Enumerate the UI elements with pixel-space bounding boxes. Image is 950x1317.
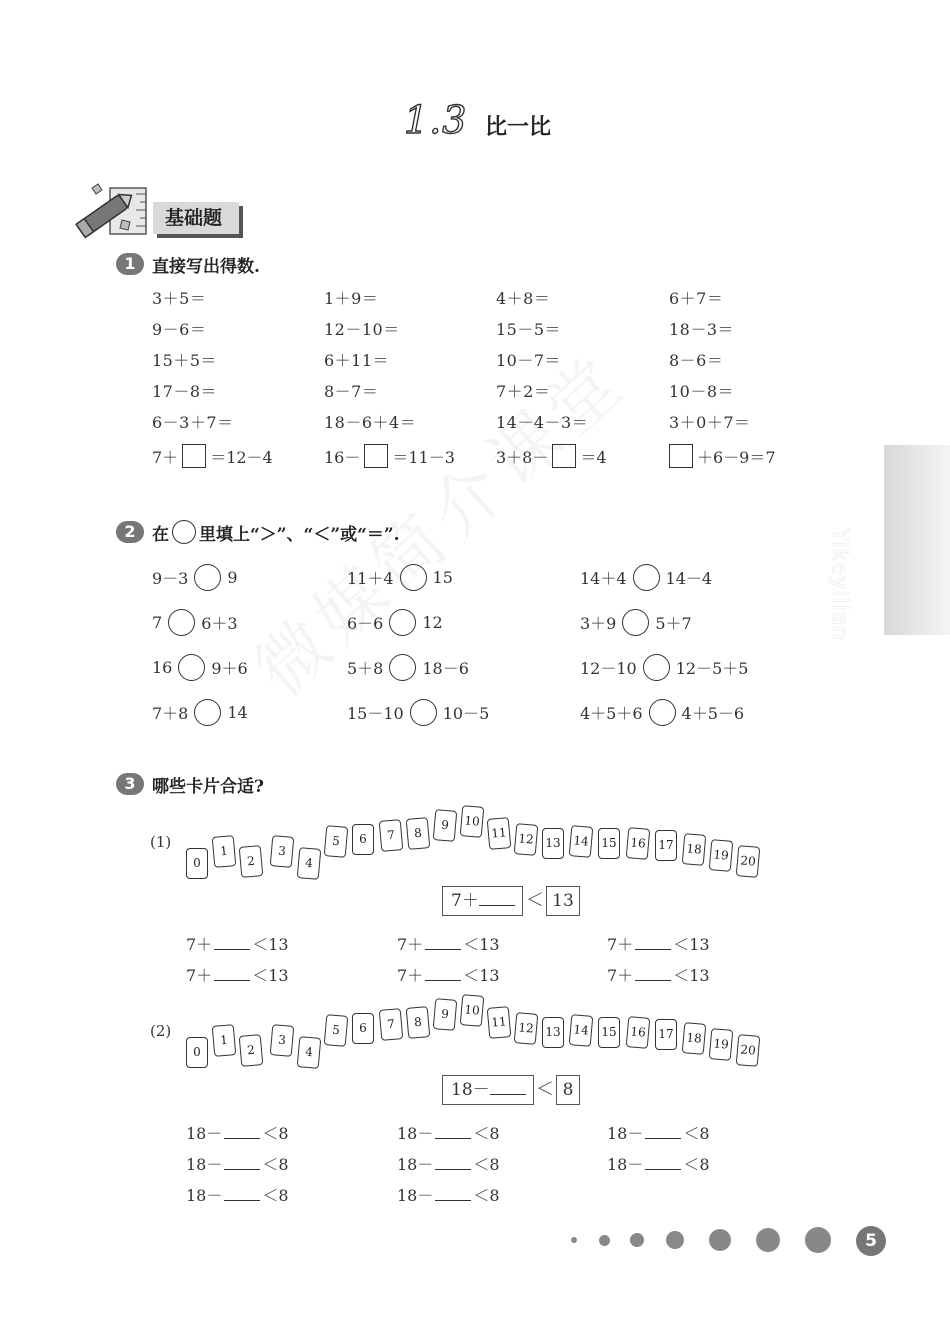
number-card[interactable]: 5 [324, 825, 349, 858]
circle-icon [172, 520, 196, 544]
fill-before: 16－ [324, 447, 361, 467]
expr-left: 7＋ [451, 891, 479, 911]
answer-suffix: ＜8 [473, 1155, 500, 1174]
basic-questions-badge: 基础题 [153, 202, 239, 234]
expression-box [442, 886, 523, 916]
number-card[interactable]: 19 [709, 839, 734, 872]
number-card[interactable]: 3 [270, 1024, 295, 1057]
cmp-right: 14 [227, 702, 248, 722]
answer-prefix: 7＋ [186, 935, 213, 954]
answer-blank[interactable] [435, 1184, 471, 1201]
compare-circle[interactable] [643, 654, 670, 681]
fill-after: ＝11－3 [392, 447, 455, 467]
answer-box[interactable] [182, 444, 206, 468]
cmp-right: 10－5 [442, 703, 490, 723]
number-card[interactable]: 14 [569, 1014, 594, 1047]
number-card[interactable]: 3 [270, 835, 295, 868]
expr-blank [479, 889, 515, 906]
cmp-left: 16 [152, 657, 173, 677]
number-card[interactable]: 8 [406, 817, 431, 850]
number-card[interactable]: 15 [598, 828, 620, 859]
answer-blank[interactable] [645, 1153, 681, 1170]
answer-prefix: 7＋ [397, 935, 424, 954]
answer-prefix: 18－ [397, 1186, 434, 1205]
number-card[interactable]: 5 [324, 1014, 349, 1047]
q2-comparison [152, 608, 238, 636]
number-card[interactable]: 8 [406, 1006, 431, 1039]
q1-equation: 12－10＝ [324, 320, 400, 339]
answer-suffix: ＜13 [673, 935, 710, 954]
footer-dot [630, 1233, 644, 1247]
q1-fill-equation [496, 443, 607, 469]
number-card[interactable]: 10 [460, 994, 485, 1027]
compare-circle[interactable] [194, 699, 221, 726]
answer-suffix: ＜8 [473, 1124, 500, 1143]
answer-suffix: ＜13 [252, 935, 289, 954]
cmp-left: 7 [152, 612, 163, 632]
number-card[interactable]: 14 [569, 825, 594, 858]
answer-suffix: ＜13 [252, 966, 289, 985]
cmp-left: 5＋8 [347, 658, 384, 678]
question-number: 2 [116, 521, 144, 543]
side-tab [884, 445, 950, 635]
answer-suffix: ＜8 [683, 1155, 710, 1174]
cmp-right: 4＋5－6 [681, 703, 745, 723]
number-card[interactable]: 18 [682, 833, 707, 866]
compare-circle[interactable] [194, 564, 221, 591]
q1-equation: 8－7＝ [324, 382, 379, 401]
title-after: 里填上“＞”、“＜”或“＝”. [199, 524, 400, 545]
answer-suffix: ＜13 [463, 935, 500, 954]
number-card[interactable]: 6 [352, 824, 374, 855]
answer-line [186, 932, 289, 955]
fill-after: ＝4 [580, 447, 607, 467]
cmp-left: 4＋5＋6 [580, 703, 643, 723]
number-card[interactable]: 9 [433, 998, 458, 1031]
fill-after: ＝12－4 [210, 447, 273, 467]
cmp-right: 18－6 [422, 658, 469, 678]
number-card[interactable]: 0 [186, 1037, 208, 1068]
answer-line [607, 1152, 710, 1175]
footer-dot [571, 1237, 577, 1243]
number-card[interactable]: 9 [433, 809, 458, 842]
number-card[interactable]: 20 [736, 1034, 761, 1067]
answer-prefix: 18－ [397, 1155, 434, 1174]
q1-equation: 6＋7＝ [669, 289, 724, 308]
q1-fill-equation [665, 443, 776, 469]
question-number: 3 [116, 773, 144, 795]
expr-left: 18－ [451, 1080, 490, 1100]
answer-prefix: 18－ [607, 1155, 644, 1174]
answer-suffix: ＜8 [473, 1186, 500, 1205]
q2-comparison [580, 653, 748, 681]
q1-equation: 14－4－3＝ [496, 413, 589, 432]
q1-equation: 17－8＝ [152, 382, 218, 401]
q1-equation: 15＋5＝ [152, 351, 218, 370]
number-card[interactable]: 12 [514, 823, 539, 856]
answer-suffix: ＜8 [262, 1155, 289, 1174]
answer-line [186, 1121, 289, 1144]
answer-box[interactable] [364, 444, 388, 468]
footer-dot [805, 1227, 831, 1253]
answer-line [397, 963, 500, 986]
expr-symbol: ＜ [536, 1079, 554, 1100]
cmp-right: 14－4 [665, 568, 713, 588]
answer-line [397, 1152, 500, 1175]
answer-box[interactable] [552, 444, 576, 468]
q1-equation: 3＋0＋7＝ [669, 413, 751, 432]
number-card[interactable]: 1 [212, 1024, 237, 1057]
answer-blank[interactable] [224, 1122, 260, 1139]
number-card[interactable]: 2 [239, 1034, 264, 1067]
compare-circle[interactable] [622, 609, 649, 636]
answer-prefix: 18－ [186, 1155, 223, 1174]
answer-prefix: 7＋ [607, 966, 634, 985]
compare-circle[interactable] [410, 699, 437, 726]
number-card[interactable]: 2 [239, 845, 264, 878]
number-card[interactable]: 0 [186, 848, 208, 879]
q1-equation: 6＋11＝ [324, 351, 390, 370]
page-number: 5 [856, 1226, 886, 1256]
answer-prefix: 7＋ [607, 935, 634, 954]
answer-blank[interactable] [224, 1184, 260, 1201]
q2-comparison [580, 563, 712, 591]
cmp-left: 14＋4 [580, 568, 627, 588]
q1-equation: 6－3＋7＝ [152, 413, 234, 432]
compare-circle[interactable] [178, 654, 205, 681]
q2-comparison [347, 563, 453, 591]
answer-blank[interactable] [214, 964, 250, 981]
number-card[interactable]: 7 [379, 819, 404, 852]
number-card[interactable]: 4 [297, 847, 322, 880]
expr-right-box: 13 [546, 886, 580, 916]
q2-comparison [152, 653, 248, 681]
footer-dot [666, 1231, 684, 1249]
cmp-left: 3＋9 [580, 613, 617, 633]
answer-blank[interactable] [224, 1153, 260, 1170]
answer-suffix: ＜8 [683, 1124, 710, 1143]
cmp-right: 9＋6 [211, 658, 248, 678]
answer-box[interactable] [669, 444, 693, 468]
part-label: (1) [150, 833, 172, 851]
number-card[interactable]: 6 [352, 1013, 374, 1044]
compare-circle[interactable] [400, 564, 427, 591]
cmp-right: 6＋3 [201, 613, 238, 633]
number-card[interactable]: 13 [542, 828, 564, 859]
section-number: 1.3 [404, 98, 468, 142]
answer-line [186, 963, 289, 986]
number-card[interactable]: 7 [379, 1008, 404, 1041]
number-card[interactable]: 18 [682, 1022, 707, 1055]
answer-blank[interactable] [645, 1122, 681, 1139]
q2-comparison [152, 563, 238, 591]
cmp-right: 9 [227, 567, 238, 587]
q1-equation: 18－6＋4＝ [324, 413, 417, 432]
q1-fill-equation [324, 443, 455, 469]
number-card[interactable]: 15 [598, 1017, 620, 1048]
answer-blank[interactable] [435, 1122, 471, 1139]
answer-prefix: 18－ [397, 1124, 434, 1143]
answer-prefix: 18－ [186, 1124, 223, 1143]
q1-equation: 3＋5＝ [152, 289, 207, 308]
number-card[interactable]: 20 [736, 845, 761, 878]
number-card[interactable]: 17 [655, 1019, 677, 1050]
answer-blank[interactable] [435, 1153, 471, 1170]
expr-right-box: 8 [556, 1075, 580, 1105]
number-card[interactable]: 4 [297, 1036, 322, 1069]
question-title: 直接写出得数. [152, 256, 260, 277]
part-label: (2) [150, 1022, 172, 1040]
answer-line [186, 1152, 289, 1175]
cmp-right: 15 [432, 567, 453, 587]
q2-comparison [347, 608, 443, 636]
answer-line [607, 932, 710, 955]
number-card[interactable]: 10 [460, 805, 485, 838]
number-card[interactable]: 11 [487, 817, 512, 850]
q1-equation: 4＋8＝ [496, 289, 551, 308]
compare-circle[interactable] [633, 564, 660, 591]
question-title [152, 520, 400, 545]
pencil-ruler-icon [72, 180, 152, 240]
cmp-right: 12－5＋5 [675, 658, 749, 678]
answer-suffix: ＜8 [262, 1186, 289, 1205]
answer-blank[interactable] [425, 964, 461, 981]
number-card[interactable]: 16 [626, 827, 651, 860]
answer-blank[interactable] [425, 933, 461, 950]
compare-circle[interactable] [389, 609, 416, 636]
answer-line [186, 1183, 289, 1206]
question-3-header [116, 772, 264, 796]
number-card[interactable]: 19 [709, 1028, 734, 1061]
q1-equation: 10－8＝ [669, 382, 735, 401]
number-card[interactable]: 13 [542, 1017, 564, 1048]
footer-dot [709, 1229, 731, 1251]
footer-dot [756, 1228, 780, 1252]
cmp-left: 12－10 [580, 658, 637, 678]
answer-suffix: ＜8 [262, 1124, 289, 1143]
answer-prefix: 7＋ [186, 966, 213, 985]
cmp-left: 9－3 [152, 568, 189, 588]
number-card[interactable]: 12 [514, 1012, 539, 1045]
answer-prefix: 7＋ [397, 966, 424, 985]
number-card[interactable]: 17 [655, 830, 677, 861]
section-title: 比一比 [485, 115, 552, 140]
q2-comparison [347, 698, 489, 726]
fill-after: ＋6－9＝7 [697, 447, 776, 467]
q1-equation: 8－6＝ [669, 351, 724, 370]
question-title: 哪些卡片合适? [152, 776, 264, 797]
q2-comparison [580, 698, 744, 726]
fill-before: 3＋8－ [496, 447, 549, 467]
q1-equation: 10－7＝ [496, 351, 562, 370]
answer-line [397, 1121, 500, 1144]
answer-prefix: 18－ [186, 1186, 223, 1205]
answer-line [397, 932, 500, 955]
answer-prefix: 18－ [607, 1124, 644, 1143]
compare-circle[interactable] [389, 654, 416, 681]
answer-blank[interactable] [635, 933, 671, 950]
question-2-header [116, 520, 400, 544]
answer-line [607, 963, 710, 986]
answer-line [607, 1121, 710, 1144]
number-card[interactable]: 16 [626, 1016, 651, 1049]
side-tab-text: Yikeyilian [827, 528, 852, 642]
q2-comparison [347, 653, 469, 681]
q1-equation: 9－6＝ [152, 320, 207, 339]
number-card[interactable]: 1 [212, 835, 237, 868]
q1-equation: 7＋2＝ [496, 382, 551, 401]
answer-suffix: ＜13 [463, 966, 500, 985]
answer-blank[interactable] [635, 964, 671, 981]
compare-circle[interactable] [168, 609, 195, 636]
q2-comparison [152, 698, 248, 726]
cmp-left: 6－6 [347, 613, 384, 633]
cmp-left: 7＋8 [152, 703, 189, 723]
expression-box [442, 1075, 534, 1105]
question-number: 1 [116, 253, 144, 275]
q1-equation: 18－3＝ [669, 320, 735, 339]
cmp-right: 12 [422, 612, 443, 632]
q2-comparison [580, 608, 692, 636]
compare-circle[interactable] [649, 699, 676, 726]
cmp-left: 11＋4 [347, 568, 394, 588]
cmp-left: 15－10 [347, 703, 404, 723]
fill-before: 7＋ [152, 447, 179, 467]
expr-symbol: ＜ [526, 890, 544, 911]
number-card[interactable]: 11 [487, 1006, 512, 1039]
q1-equation: 15－5＝ [496, 320, 562, 339]
cmp-right: 5＋7 [655, 613, 692, 633]
answer-suffix: ＜13 [673, 966, 710, 985]
title-before: 在 [152, 524, 169, 545]
q1-fill-equation [152, 443, 273, 469]
answer-blank[interactable] [214, 933, 250, 950]
q1-equation: 1＋9＝ [324, 289, 379, 308]
question-1-header [116, 252, 260, 276]
footer-dot [599, 1235, 610, 1246]
answer-line [397, 1183, 500, 1206]
expr-blank [490, 1078, 526, 1095]
